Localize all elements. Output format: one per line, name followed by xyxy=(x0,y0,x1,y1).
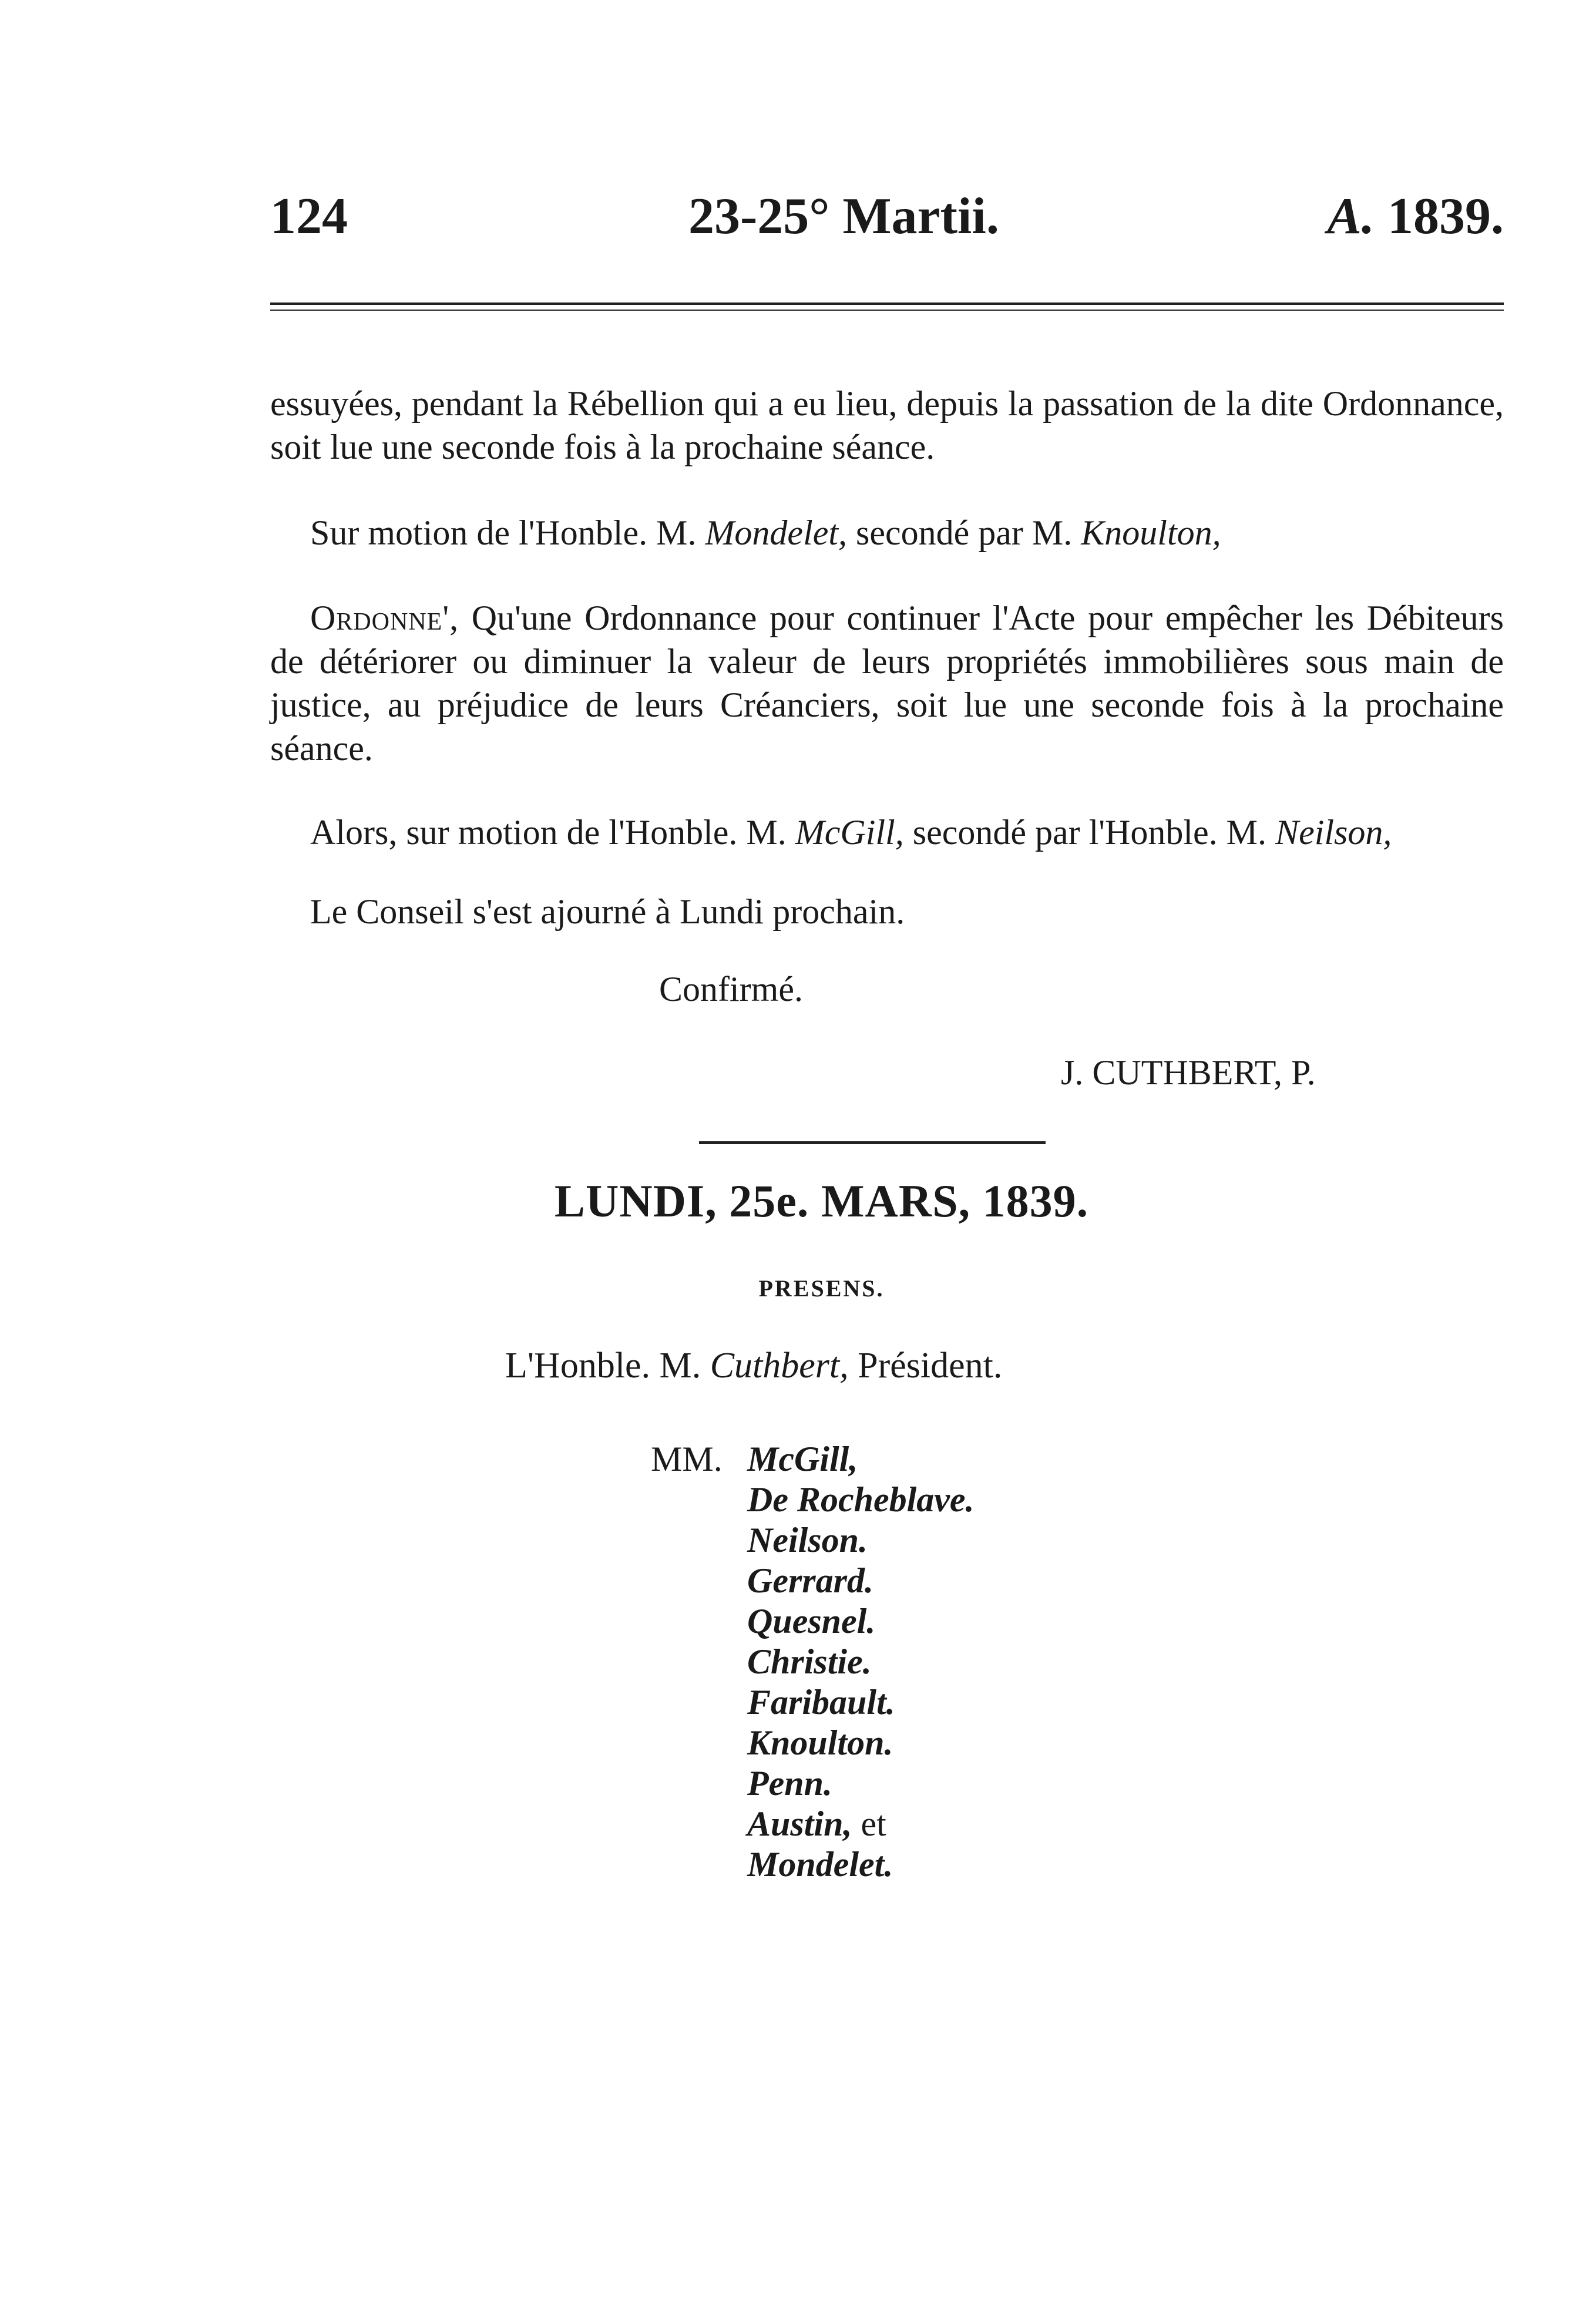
list-item: Christie. xyxy=(747,1642,872,1681)
header-date: 23-25° Martii. xyxy=(688,188,999,245)
member-name: Austin, xyxy=(747,1804,852,1843)
header-year xyxy=(1327,187,1504,246)
section-divider xyxy=(699,1141,1046,1144)
anno-abbrev: A. xyxy=(1327,188,1375,245)
page-header xyxy=(270,187,1504,257)
list-item: Faribault. xyxy=(747,1683,895,1722)
members-list xyxy=(747,1439,975,1885)
seconder-name: Knoulton, xyxy=(1081,513,1221,552)
motion-text: Sur motion de l'Honble. M. xyxy=(310,513,697,552)
presens-heading: PRESENS. xyxy=(758,1275,885,1302)
president-prefix: L'Honble. M. xyxy=(505,1346,701,1386)
seconded-text: secondé par M. xyxy=(856,513,1073,552)
motion-text: Alors, sur motion de l'Honble. M. xyxy=(310,813,787,852)
ordonne-label: Ordonne', xyxy=(310,599,459,637)
header-rule-thin xyxy=(270,310,1504,311)
ordonne-text: Qu'une Ordonnance pour continuer l'Acte pour empêcher les Débiteurs de détériorer ou diminuer la valeur de leurs propriétés immobilières sous main de justice, au préjudice de leurs Créanciers, soit lue une seconde fois à la prochaine séance. xyxy=(270,599,1504,768)
list-item xyxy=(747,1804,975,1844)
session-heading: LUNDI, 25e. MARS, 1839. xyxy=(554,1175,1089,1226)
list-item: Quesnel. xyxy=(747,1602,876,1641)
paragraph-motion-1 xyxy=(270,511,1504,554)
list-item: Gerrard. xyxy=(747,1561,874,1600)
members-prefix: MM. xyxy=(651,1440,723,1478)
paragraph-continuation xyxy=(270,382,1504,469)
header-rule xyxy=(270,302,1504,305)
president-title: Président. xyxy=(858,1346,1003,1386)
president-name: Cuthbert, xyxy=(710,1346,849,1386)
adjourn-text: Le Conseil s'est ajourné à Lundi prochain. xyxy=(310,892,905,931)
page-number: 124 xyxy=(270,188,348,245)
seconded-text: secondé par l'Honble. M. xyxy=(912,813,1267,852)
mover-name: McGill, xyxy=(795,813,904,852)
member-conjunction: et xyxy=(861,1804,886,1843)
year-number: 1839. xyxy=(1387,188,1504,245)
president-line xyxy=(505,1345,1002,1387)
seconder-name: Neilson, xyxy=(1275,813,1392,852)
list-item: Knoulton. xyxy=(747,1723,893,1762)
paragraph-motion-2 xyxy=(270,811,1504,854)
list-item: McGill, xyxy=(747,1440,858,1478)
mover-name: Mondelet, xyxy=(705,513,848,552)
paragraph-adjourn xyxy=(270,890,1504,933)
paragraph-text: essuyées, pendant la Rébellion qui a eu lieu, depuis la passation de la dite Ordonnance, soit lue une seconde fois à la prochaine séance. xyxy=(270,384,1504,466)
list-item: Neilson. xyxy=(747,1521,868,1559)
list-item: Penn. xyxy=(747,1764,833,1803)
list-item: Mondelet. xyxy=(747,1845,893,1884)
paragraph-ordonne xyxy=(270,596,1504,770)
list-item: De Rocheblave. xyxy=(747,1480,975,1519)
signature: J. CUTHBERT, P. xyxy=(1061,1053,1316,1092)
confirm-text: Confirmé. xyxy=(659,970,803,1009)
